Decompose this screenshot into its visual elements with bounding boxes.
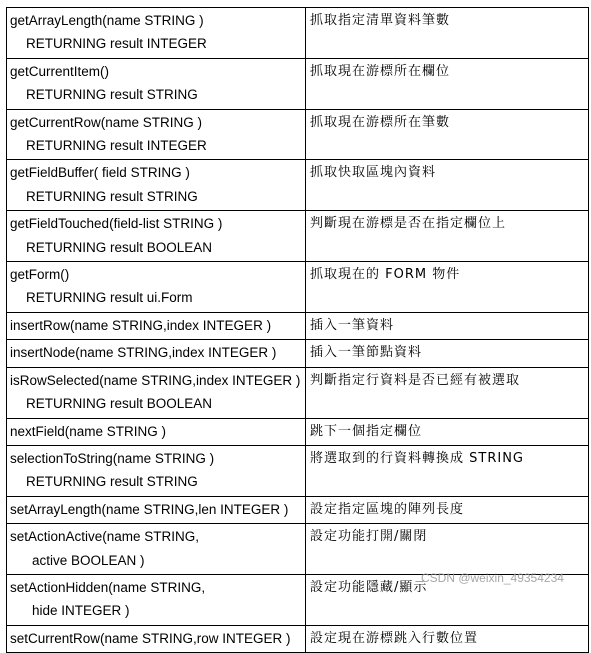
method-signature: getFieldTouched(field-list STRING ) [10,216,223,232]
method-description: 設定現在游標跳入行數位置 [306,625,589,652]
method-signature-cell [7,211,306,262]
table-row [7,625,589,652]
api-methods-table [6,7,589,653]
method-description: 設定指定區塊的陣列長度 [306,496,589,523]
watermark: CSDN @weixin_49354234 [421,571,564,585]
method-signature: getArrayLength(name STRING ) [10,13,204,28]
method-returns: RETURNING result BOOLEAN [26,396,213,412]
table-row [7,160,589,211]
method-signature-cell [7,8,306,59]
method-returns: RETURNING result ui.Form [26,290,193,306]
method-signature-cell [7,496,306,523]
method-description: 設定功能隱藏/顯示 [306,574,589,625]
table-row [7,524,589,575]
table-row [7,367,589,418]
method-description: 抓取快取區塊內資料 [306,160,589,211]
method-signature: selectionToString(name STRING ) [10,450,215,466]
method-description: 跳下一個指定欄位 [306,418,589,445]
method-signature: getCurrentItem() [10,63,110,79]
method-signature-cell [7,625,306,652]
method-description: 抓取現在的 FORM 物件 [306,262,589,313]
method-signature-cell [7,160,306,211]
method-signature-cell [7,445,306,496]
method-signature-cell [7,524,306,575]
method-returns: RETURNING result INTEGER [26,36,207,52]
method-returns: RETURNING result INTEGER [26,138,207,154]
table-row [7,340,589,367]
table-row [7,211,589,262]
method-param-continuation: active BOOLEAN ) [32,552,145,568]
method-signature-cell [7,574,306,625]
method-description: 抓取現在游標所在筆數 [306,109,589,160]
table-row [7,445,589,496]
method-description: 抓取指定清單資料筆數 [306,8,589,59]
method-signature: isRowSelected(name STRING,index INTEGER ) [10,372,301,388]
method-signature-cell [7,58,306,109]
table-row [7,109,589,160]
method-signature-cell [7,109,306,160]
method-signature: insertRow(name STRING,index INTEGER ) [10,317,272,333]
method-signature: nextField(name STRING ) [10,423,167,439]
method-param-continuation: hide INTEGER ) [32,603,130,619]
method-signature: setActionActive(name STRING, [10,529,200,545]
method-description: 插入一筆節點資料 [306,340,589,367]
method-description: 判斷現在游標是否在指定欄位上 [306,211,589,262]
method-description: 插入一筆資料 [306,312,589,339]
method-description: 抓取現在游標所在欄位 [306,58,589,109]
method-signature-cell [7,262,306,313]
table-row [7,418,589,445]
method-signature-cell [7,418,306,445]
method-returns: RETURNING result STRING [26,188,198,204]
table-row [7,262,589,313]
method-signature: setCurrentRow(name STRING,row INTEGER ) [10,630,291,646]
table-row [7,312,589,339]
table-row [7,496,589,523]
method-signature-cell [7,312,306,339]
method-returns: RETURNING result STRING [26,474,198,490]
method-signature: getForm() [10,267,70,283]
method-returns: RETURNING result BOOLEAN [26,239,213,255]
method-description: 將選取到的行資料轉換成 STRING [306,445,589,496]
method-signature: insertNode(name STRING,index INTEGER ) [10,345,277,361]
method-signature-cell [7,340,306,367]
method-returns: RETURNING result STRING [26,87,198,103]
method-signature: getFieldBuffer( field STRING ) [10,165,190,181]
method-signature: setArrayLength(name STRING,len INTEGER ) [10,501,289,517]
table-row [7,58,589,109]
method-description: 判斷指定行資料是否已經有被選取 [306,367,589,418]
method-signature: getCurrentRow(name STRING ) [10,114,203,130]
table-row [7,8,589,59]
method-signature: setActionHidden(name STRING, [10,579,206,595]
method-description: 設定功能打開/關閉 [306,524,589,575]
method-signature-cell [7,367,306,418]
